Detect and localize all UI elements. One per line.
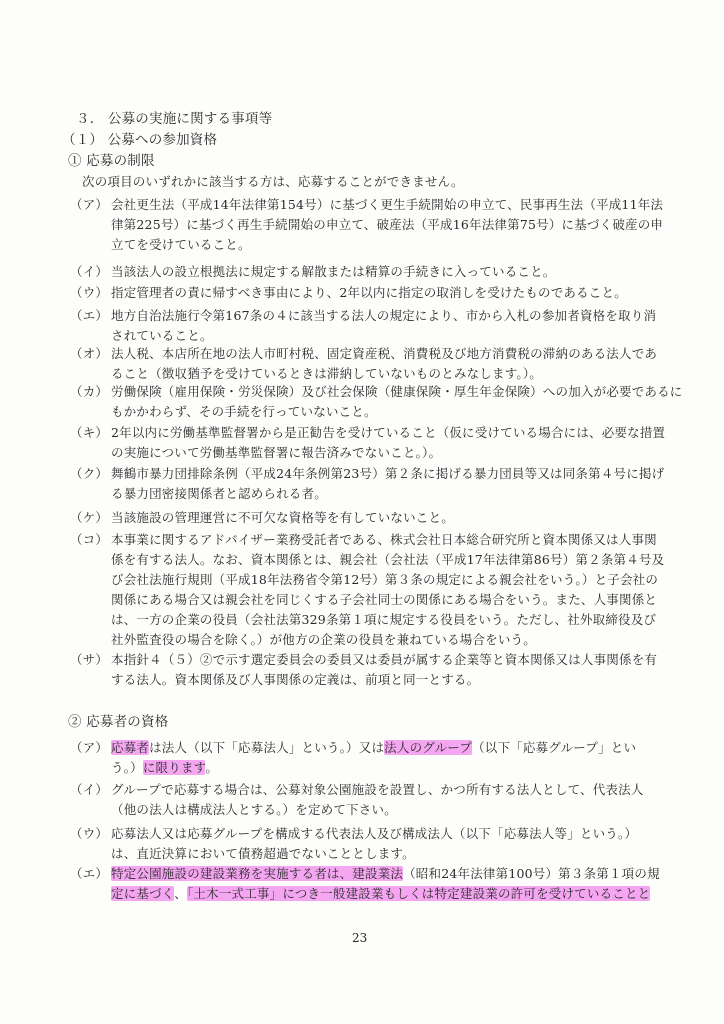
- text-segment: は法人（以下「応募法人」という。）又は: [149, 740, 385, 755]
- text-segment: （以下「応募グループ」とい: [472, 740, 637, 755]
- highlight-based-on: 定に基づく: [111, 886, 175, 901]
- part1-item-a-line2: 律第225号）に基づく再生手続開始の申立て、破産法（平成16年法律第75号）に基づく破産の申: [111, 217, 664, 232]
- part2-item-a-line1: [111, 740, 636, 756]
- part2-item-d-label: （エ）: [70, 866, 109, 881]
- part1-item-ke-label: （ケ）: [70, 510, 109, 525]
- part1-item-ki-line1: 2年以内に労働基準監督署から是正勧告を受けていること（仮に受けている場合には、必要な措置: [111, 425, 666, 440]
- part1-item-e-label: （エ）: [70, 308, 109, 323]
- part1-item-ko-line4: 関係にある場合又は親会社を同じくする子会社同士の関係にある場合をいう。また、人事関係と: [111, 592, 658, 607]
- part1-item-ku-label: （ク）: [70, 466, 109, 481]
- part1-title: ① 応募の制限: [68, 153, 155, 169]
- part1-item-sa-line2: する法人。資本関係及び人事関係の定義は、前項と同一とする。: [111, 672, 480, 687]
- subsection-title: （１） 公募への参加資格: [62, 132, 218, 148]
- part2-item-c-line2: は、直近決算において債務超過でないこととします。: [111, 846, 415, 861]
- part1-item-o-line2: ること（徴収猶予を受けているときは滞納していないものとみなします。）。: [111, 366, 543, 381]
- part1-item-ki-line2: の実施について労働基準監督署に報告済みでないこと。）。: [111, 445, 442, 460]
- part1-item-ka-line1: 労働保険（雇用保険・労災保険）及び社会保険（健康保険・厚生年金保険）への加入が必要であるに: [111, 384, 683, 399]
- highlight-construction: 特定公園施設の建設業務を実施する者は、建設業法: [111, 866, 404, 881]
- part1-item-ka-line2: もかかわらず、その手続を行っていないこと。: [111, 404, 377, 419]
- part1-item-ku-line2: る暴力団密接関係者と認められる者。: [111, 486, 327, 501]
- part2-item-b-line2: （他の法人は構成法人とする。）を定めて下さい。: [111, 802, 397, 817]
- part1-item-sa-label: （サ）: [70, 652, 109, 667]
- part1-item-sa-line1: 本指針４（５）②で示す選定委員会の委員又は委員が属する企業等と資本関係又は人事関係を有: [111, 652, 658, 667]
- part2-item-a-line2: [111, 760, 218, 776]
- section-title: ３． 公募の実施に関する事項等: [76, 111, 273, 127]
- part1-item-e-line1: 地方自治法施行令第167条の４に該当する法人の規定により、市から入札の参加者資格を取り消: [111, 308, 657, 323]
- highlight-applicant: 応募者: [111, 740, 150, 755]
- part1-item-ko-line2: 係を有する法人。なお、資本関係とは、親会社（会社法（平成17年法律第86号）第２条第４号及: [111, 552, 665, 567]
- part1-item-ka-label: （カ）: [70, 384, 109, 399]
- page-number: 23: [352, 931, 368, 945]
- part1-item-ko-line6: 社外監査役の場合を除く。）が他方の企業の役員を兼ねている場合をいう。: [111, 632, 536, 647]
- highlight-limited: に限ります: [142, 760, 206, 775]
- part1-item-i-label: （イ）: [70, 264, 109, 279]
- part1-item-ko-line3: び会社法施行規則（平成18年法務省令第12号）第３条の規定による親会社をいう。）と子会社の: [111, 572, 659, 587]
- highlight-corporate-group: 法人のグループ: [384, 740, 473, 755]
- part2-item-d-line1: [111, 866, 660, 882]
- part2-item-b-line1: グループで応募する場合は、公募対象公園施設を設置し、かつ所有する法人として、代表法人: [111, 782, 644, 797]
- part1-item-ko-label: （コ）: [70, 532, 109, 547]
- part1-item-u-line1: 指定管理者の責に帰すべき事由により、2年以内に指定の取消しを受けたものであること。: [111, 285, 627, 300]
- text-segment: 。: [205, 760, 219, 775]
- part1-item-i-line1: 当該法人の設立根拠法に規定する解散または精算の手続きに入っていること。: [111, 264, 556, 279]
- part2-title: ② 応募者の資格: [68, 714, 169, 730]
- part1-item-e-line2: されていること。: [111, 328, 213, 343]
- highlight-civil-engineering: 「土木一式工事」につき一般建設業もしくは特定建設業の許可を受けていることと: [186, 886, 651, 901]
- part1-item-a-line3: 立てを受けていること。: [111, 237, 251, 252]
- part1-item-ko-line1: 本事業に関するアドバイザー業務受託者である、株式会社日本総合研究所と資本関係又は人事関: [111, 532, 657, 547]
- part1-intro: 次の項目のいずれかに該当する方は、応募することができません。: [82, 174, 464, 189]
- part2-item-a-label: （ア）: [70, 740, 109, 755]
- part1-item-o-label: （オ）: [70, 346, 109, 361]
- text-segment: （昭和24年法律第100号）第３条第１項の規: [403, 866, 660, 881]
- part1-item-a-label: （ア）: [70, 197, 109, 212]
- part1-item-u-label: （ウ）: [70, 285, 109, 300]
- part1-item-o-line1: 法人税、本店所在地の法人市町村税、固定資産税、消費税及び地方消費税の滞納のある法人であ: [111, 346, 658, 361]
- text-segment: 、: [174, 886, 187, 901]
- part1-item-ko-line5: は、一方の企業の役員（会社法第329条第１項に規定する役員をいう。ただし、社外取締役及び: [111, 612, 657, 627]
- part2-item-c-label: （ウ）: [70, 826, 109, 841]
- part2-item-b-label: （イ）: [70, 782, 109, 797]
- part2-item-c-line1: 応募法人又は応募グループを構成する代表法人及び構成法人（以下「応募法人等」という。）: [111, 826, 638, 841]
- text-segment: う。）: [111, 760, 143, 775]
- part1-item-ke-line1: 当該施設の管理運営に不可欠な資格等を有していないこと。: [111, 510, 454, 525]
- part1-item-ku-line1: 舞鶴市暴力団排除条例（平成24年条例第23号）第２条に掲げる暴力団員等又は同条第４号に掲げ: [111, 466, 665, 481]
- part2-item-d-line2: [111, 886, 650, 902]
- part1-item-ki-label: （キ）: [70, 425, 109, 440]
- part1-item-a-line1: 会社更生法（平成14年法律第154号）に基づく更生手続開始の申立て、民事再生法（平成11年法: [111, 197, 664, 212]
